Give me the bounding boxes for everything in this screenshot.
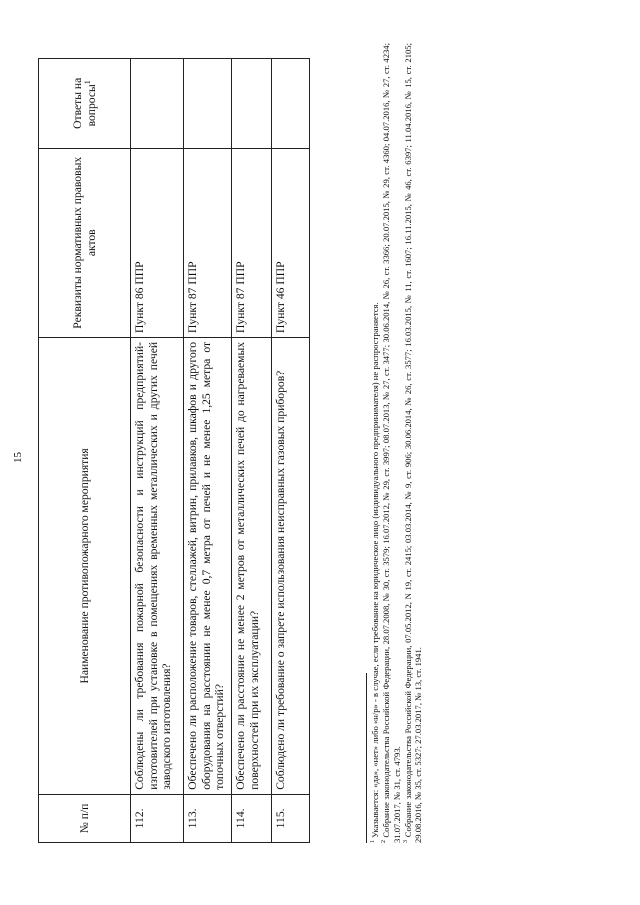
footnote-separator bbox=[366, 673, 367, 843]
row-measure: Соблюдены ли требования пожарной безопасности и инструкций предприятий-изготовителей при установке в помещениях временных металлических и других печей заводского изготовления? bbox=[131, 337, 184, 794]
footnote-ref-1: 1 bbox=[82, 80, 92, 85]
table-header-row bbox=[39, 59, 131, 843]
footnote-1 bbox=[370, 43, 380, 843]
header-answers bbox=[39, 59, 131, 149]
footnote-text: Указывается: «да», «нет» либо «н/р» - в случае, если требование на юридическое лицо (индивидуального предпринимателя) не распространяется. bbox=[370, 302, 380, 838]
row-answer-cell[interactable] bbox=[232, 59, 272, 149]
row-requisites: Пункт 46 ППР bbox=[272, 148, 310, 337]
row-num: 114. bbox=[232, 794, 272, 842]
footnote-mark: 2 bbox=[381, 839, 388, 843]
header-num: № п/п bbox=[39, 794, 131, 842]
footnotes bbox=[370, 43, 425, 843]
row-requisites: Пункт 87 ППР bbox=[184, 148, 232, 337]
table-row bbox=[272, 59, 310, 843]
header-answers-text: Ответы на вопросы bbox=[70, 77, 98, 129]
row-measure: Обеспечено ли расстояние не менее 2 метров от металлических печей до нагреваемых поверхностей при их эксплуатации? bbox=[232, 337, 272, 794]
row-num: 113. bbox=[184, 794, 232, 842]
row-measure: Обеспечено ли расположение товаров, стеллажей, витрин, прилавков, шкафов и другого оборудования на расстоянии не менее 0,7 метра от печей и не менее 1,25 метра от топочных отверстий? bbox=[184, 337, 232, 794]
row-answer-cell[interactable] bbox=[184, 59, 232, 149]
row-num: 115. bbox=[272, 794, 310, 842]
footnote-3 bbox=[403, 43, 424, 843]
fire-safety-checklist-table bbox=[38, 58, 310, 843]
footnote-mark: 3 bbox=[403, 839, 410, 843]
row-measure: Соблюдено ли требование о запрете использования неисправных газовых приборов? bbox=[272, 337, 310, 794]
page-number: 15 bbox=[12, 452, 24, 463]
footnote-2 bbox=[381, 43, 402, 843]
row-answer-cell[interactable] bbox=[272, 59, 310, 149]
footnote-text: Собрание законодательства Российской Федерации, 07.05.2012, N 19, ст. 2415; 03.03.2014, № 9, ст. 906; 30.06.2014, № 26, ст. 3577; 16.03.2015, № 11, ст. 1607; 16.11.2015, № 46, ст. 6397; 11.04.2016, № 15, ст. 2105; 29.08.2016, № 35, ст. 5327; 27.03.2017, № 13, ст. 1941. bbox=[402, 43, 424, 843]
header-name: Наименование противопожарного мероприятия bbox=[39, 337, 131, 794]
table-row bbox=[131, 59, 184, 843]
row-num: 112. bbox=[131, 794, 184, 842]
row-answer-cell[interactable] bbox=[131, 59, 184, 149]
footnote-mark: 1 bbox=[370, 839, 377, 843]
header-requisites: Реквизиты нормативных правовых актов bbox=[39, 148, 131, 337]
footnote-text: Собрание законодательства Российской Федерации, 28.07.2008, № 30, ст. 3579; 16.07.2012, № 29, ст. 3997; 08.07.2013, № 27, ст. 3477; 30.06.2014, № 26, ст. 3366; 20.07.2015, № 29, ст. 4360; 04.07.2016, № 27, ст. 4234; 31.07.2017, № 31, ст. 4793. bbox=[381, 43, 402, 843]
table-row bbox=[184, 59, 232, 843]
row-requisites: Пункт 87 ППР bbox=[232, 148, 272, 337]
table-row bbox=[232, 59, 272, 843]
row-requisites: Пункт 86 ППР bbox=[131, 148, 184, 337]
